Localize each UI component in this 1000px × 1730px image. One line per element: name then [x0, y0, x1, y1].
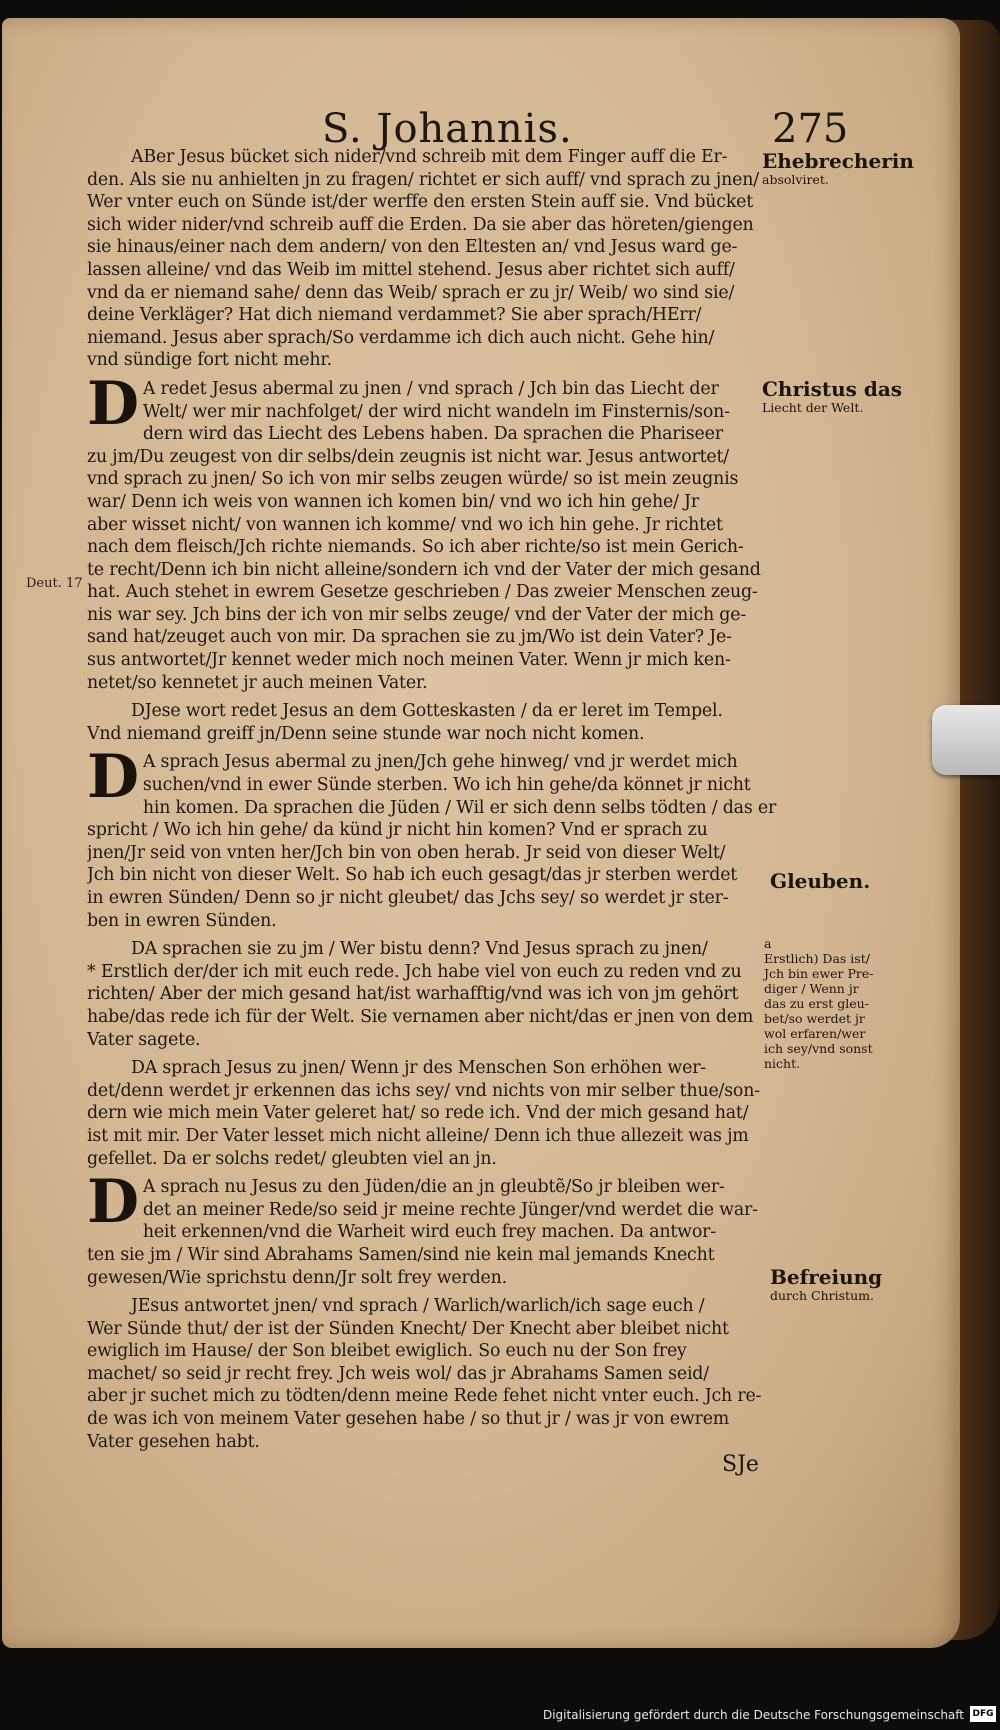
- text-line: lassen alleine/ vnd das Weib im mittel stehend. Jesus aber richtet sich auff/: [87, 259, 735, 280]
- text-line: aber jr suchet mich zu tödten/denn meine Rede fehet nicht vnter euch. Jch re-: [87, 1386, 762, 1407]
- text-line: jnen/Jr seid von vnten her/Jch bin von oben herab. Jr seid von dieser Welt/: [87, 842, 726, 863]
- gloss-line: ich sey/vnd sonst: [764, 1041, 873, 1056]
- text-line: Wer Sünde thut/ der ist der Sünden Knecht/ Der Knecht aber bleibet nicht: [87, 1318, 729, 1339]
- text-line: Welt/ wer mir nachfolget/ der wird nicht wandeln im Finsternis/son-: [142, 401, 730, 422]
- text-line: sich wider nider/vnd schreib auff die Erden. Da sie aber das höreten/giengen: [87, 214, 754, 235]
- text-line: * Erstlich der/der ich mit euch rede. Jch habe viel von euch zu reden vnd zu: [87, 961, 742, 982]
- text-line: nis war sey. Jch bins der ich von mir selbs zeuge/ vnd der Vater der mich ge-: [87, 604, 747, 625]
- dfg-logo: DFG: [970, 1706, 996, 1722]
- text-line: richten/ Aber der mich gesand hat/ist warhafftig/vnd was ich von jm gehört: [87, 984, 739, 1005]
- text-line: gefellet. Da er solchs redet/ gleubten viel an jn.: [87, 1148, 497, 1169]
- text-line: dern wie mich mein Vater geleret hat/ so rede ich. Vnd der mich gesand hat/: [87, 1103, 749, 1124]
- text-line: hin komen. Da sprachen die Jüden / Wil er sich denn selbs tödten / das er: [142, 797, 777, 818]
- text-paragraph: [87, 938, 787, 1051]
- drop-cap: D: [87, 1167, 139, 1238]
- text-line: Wer vnter euch on Sünde ist/der werffe den ersten Stein auff sie. Vnd bücket: [87, 192, 754, 213]
- text-line: gewesen/Wie sprichstu denn/Jr solt frey werden.: [87, 1267, 507, 1288]
- text-line: Jch bin nicht von dieser Welt. So hab ich euch gesagt/das jr sterben werdet: [87, 865, 738, 886]
- text-line: vnd sündige fort nicht mehr.: [87, 350, 332, 371]
- text-line: DJese wort redet Jesus an dem Gotteskasten / da er leret im Tempel.: [131, 701, 723, 722]
- text-line: ten sie jm / Wir sind Abrahams Samen/sind nie kein mal jemands Knecht: [87, 1244, 715, 1265]
- gloss-subheading: absolviret.: [762, 172, 829, 187]
- gloss-line: Jch bin ewer Pre-: [764, 966, 874, 981]
- gloss-line: wol erfaren/wer: [764, 1026, 866, 1041]
- text-line: te recht/Denn ich bin nicht alleine/sondern ich vnd der Vater der mich gesand: [87, 559, 761, 580]
- text-paragraph: [87, 1057, 787, 1170]
- catchword: SJe: [722, 1452, 759, 1477]
- text-line: machet/ so seid jr recht frey. Jch weis wol/ das jr Abrahams Samen seid/: [87, 1363, 709, 1384]
- text-line: DA sprach Jesus zu jnen/ Wenn jr des Menschen Son erhöhen wer-: [131, 1058, 706, 1079]
- gloss-ehebrecherin: [762, 150, 914, 187]
- body-text: [87, 146, 787, 1459]
- text-line: zu jm/Du zeugest von dir selbs/dein zeugnis ist nicht war. Jesus antwortet/: [87, 446, 729, 467]
- page-number: 275: [772, 106, 849, 152]
- gloss-heading: Gleuben.: [770, 869, 871, 893]
- text-line: niemand. Jesus aber sprach/So verdamme ich dich auch nicht. Gehe hin/: [87, 327, 715, 348]
- book-page: [2, 18, 960, 1648]
- text-paragraph: [87, 1295, 787, 1453]
- text-paragraph: [87, 742, 787, 932]
- text-line: det an meiner Rede/so seid jr meine rechte Jünger/vnd werdet die war-: [142, 1199, 758, 1220]
- gloss-line: das zu erst gleu-: [764, 996, 869, 1011]
- text-line: ben in ewren Sünden.: [87, 910, 277, 931]
- gloss-gleuben: [770, 870, 870, 892]
- text-line: habe/das rede ich für der Welt. Sie vernamen aber nicht/das er jnen von dem: [87, 1006, 754, 1027]
- gloss-subheading: Liecht der Welt.: [762, 400, 864, 415]
- text-line: de was ich von meinem Vater gesehen habe / so thut jr / was jr von ewrem: [87, 1409, 730, 1430]
- text-line: ABer Jesus bücket sich nider/vnd schreib mit dem Finger auff die Er-: [131, 147, 728, 167]
- text-line: netet/so kennetet jr auch meinen Vater.: [87, 672, 428, 693]
- text-line: sie hinaus/einer nach dem andern/ von den Eltesten an/ vnd Jesus ward ge-: [87, 237, 738, 258]
- gloss-heading: Ehebrecherin: [762, 149, 914, 173]
- text-line: heit erkennen/vnd die Warheit wird euch frey machen. Da antwor-: [142, 1222, 716, 1243]
- text-line: hat. Auch stehet in ewrem Gesetze geschrieben / Das zweier Menschen zeug-: [87, 582, 758, 603]
- running-head: S. Johannis.: [322, 106, 573, 152]
- text-line: sand hat/zeuget auch von mir. Da sprachen sie zu jm/Wo ist dein Vater? Je-: [87, 627, 732, 648]
- gloss-heading: Christus das: [762, 377, 903, 401]
- margin-reference: Deut. 17: [26, 576, 83, 591]
- gloss-line: Erstlich) Das ist/: [764, 951, 870, 966]
- gloss-subheading: durch Christum.: [770, 1288, 874, 1303]
- text-line: spricht / Wo ich hin gehe/ da künd jr nicht hin komen? Vnd er sprach zu: [87, 820, 708, 841]
- gloss-line: nicht.: [764, 1056, 801, 1071]
- gloss-line: diger / Wenn jr: [764, 981, 859, 996]
- gloss-erstlich-note: [764, 936, 874, 1071]
- text-line: dern wird das Liecht des Lebens haben. Da sprachen die Phariseer: [142, 424, 723, 445]
- text-line: JEsus antwortet jnen/ vnd sprach / Warlich/warlich/ich sage euch /: [131, 1296, 705, 1317]
- text-line: vnd da er niemand sahe/ denn das Weib/ sprach er zu jr/ Weib/ wo sind sie/: [87, 282, 735, 303]
- text-line: sus antwortet/Jr kennet weder mich noch meinen Vater. Wenn jr mich ken-: [87, 650, 731, 671]
- text-line: den. Als sie nu anhielten jn zu fragen/ richtet er sich auff/ vnd sprach zu jnen/: [87, 169, 759, 190]
- text-line: A redet Jesus abermal zu jnen / vnd sprach / Jch bin das Liecht der: [142, 378, 719, 399]
- drop-cap: D: [87, 742, 139, 813]
- gloss-christus-liecht: [762, 378, 902, 415]
- text-paragraph: [87, 700, 787, 745]
- text-paragraph: [87, 1167, 787, 1289]
- text-line: Vater gesehen habt.: [87, 1431, 260, 1452]
- text-line: A sprach Jesus abermal zu jnen/Jch gehe hinweg/ vnd jr werdet mich: [142, 752, 738, 773]
- text-paragraph: [87, 146, 787, 372]
- text-line: DA sprachen sie zu jm / Wer bistu denn? Vnd Jesus sprach zu jnen/: [131, 939, 708, 960]
- text-line: aber wisset nicht/ von wannen ich komme/ vnd wo ich hin gehe. Jr richtet: [87, 514, 723, 535]
- text-line: in ewren Sünden/ Denn so jr nicht gleubet/ das Jchs sey/ so werdet jr ster-: [87, 888, 729, 908]
- text-line: deine Verkläger? Hat dich niemand verdammet? Sie aber sprach/HErr/: [87, 305, 702, 326]
- gloss-line: bet/so werdet jr: [764, 1011, 865, 1026]
- text-line: vnd sprach zu jnen/ So ich von mir selbs zeugen würde/ so ist mein zeugnis: [87, 469, 739, 490]
- text-line: det/denn werdet jr erkennen das ichs sey/ vnd nichts von mir selber thue/son-: [87, 1080, 760, 1101]
- drop-cap: D: [87, 368, 139, 439]
- text-line: nach dem fleisch/Jch richte niemands. So ich aber richte/so ist mein Gerich-: [87, 537, 744, 558]
- text-line: ist mit mir. Der Vater lesset mich nicht alleine/ Denn ich thue allezeit was jm: [87, 1125, 749, 1146]
- text-line: suchen/vnd in ewer Sünde sterben. Wo ich hin gehe/da könnet jr nicht: [142, 775, 751, 796]
- footer-credit: Digitalisierung gefördert durch die Deutsche Forschungsgemeinschaft: [542, 1708, 964, 1722]
- text-line: Vnd niemand greiff jn/Denn seine stunde war noch nicht komen.: [87, 723, 645, 744]
- text-line: war/ Denn ich weis von wannen ich komen bin/ vnd wo ich hin gehe/ Jr: [87, 491, 699, 512]
- text-line: ewiglich im Hause/ der Son bleibet ewiglich. So euch nu der Son frey: [87, 1341, 687, 1362]
- text-line: Vater sagete.: [87, 1029, 201, 1050]
- text-paragraph: [87, 368, 787, 694]
- page-clip: [932, 705, 1000, 775]
- text-line: A sprach nu Jesus zu den Jüden/die an jn gleubtẽ/So jr bleiben wer-: [142, 1177, 725, 1198]
- gloss-line: a: [764, 936, 772, 951]
- gloss-befreiung: [770, 1266, 882, 1303]
- gloss-heading: Befreiung: [770, 1265, 883, 1289]
